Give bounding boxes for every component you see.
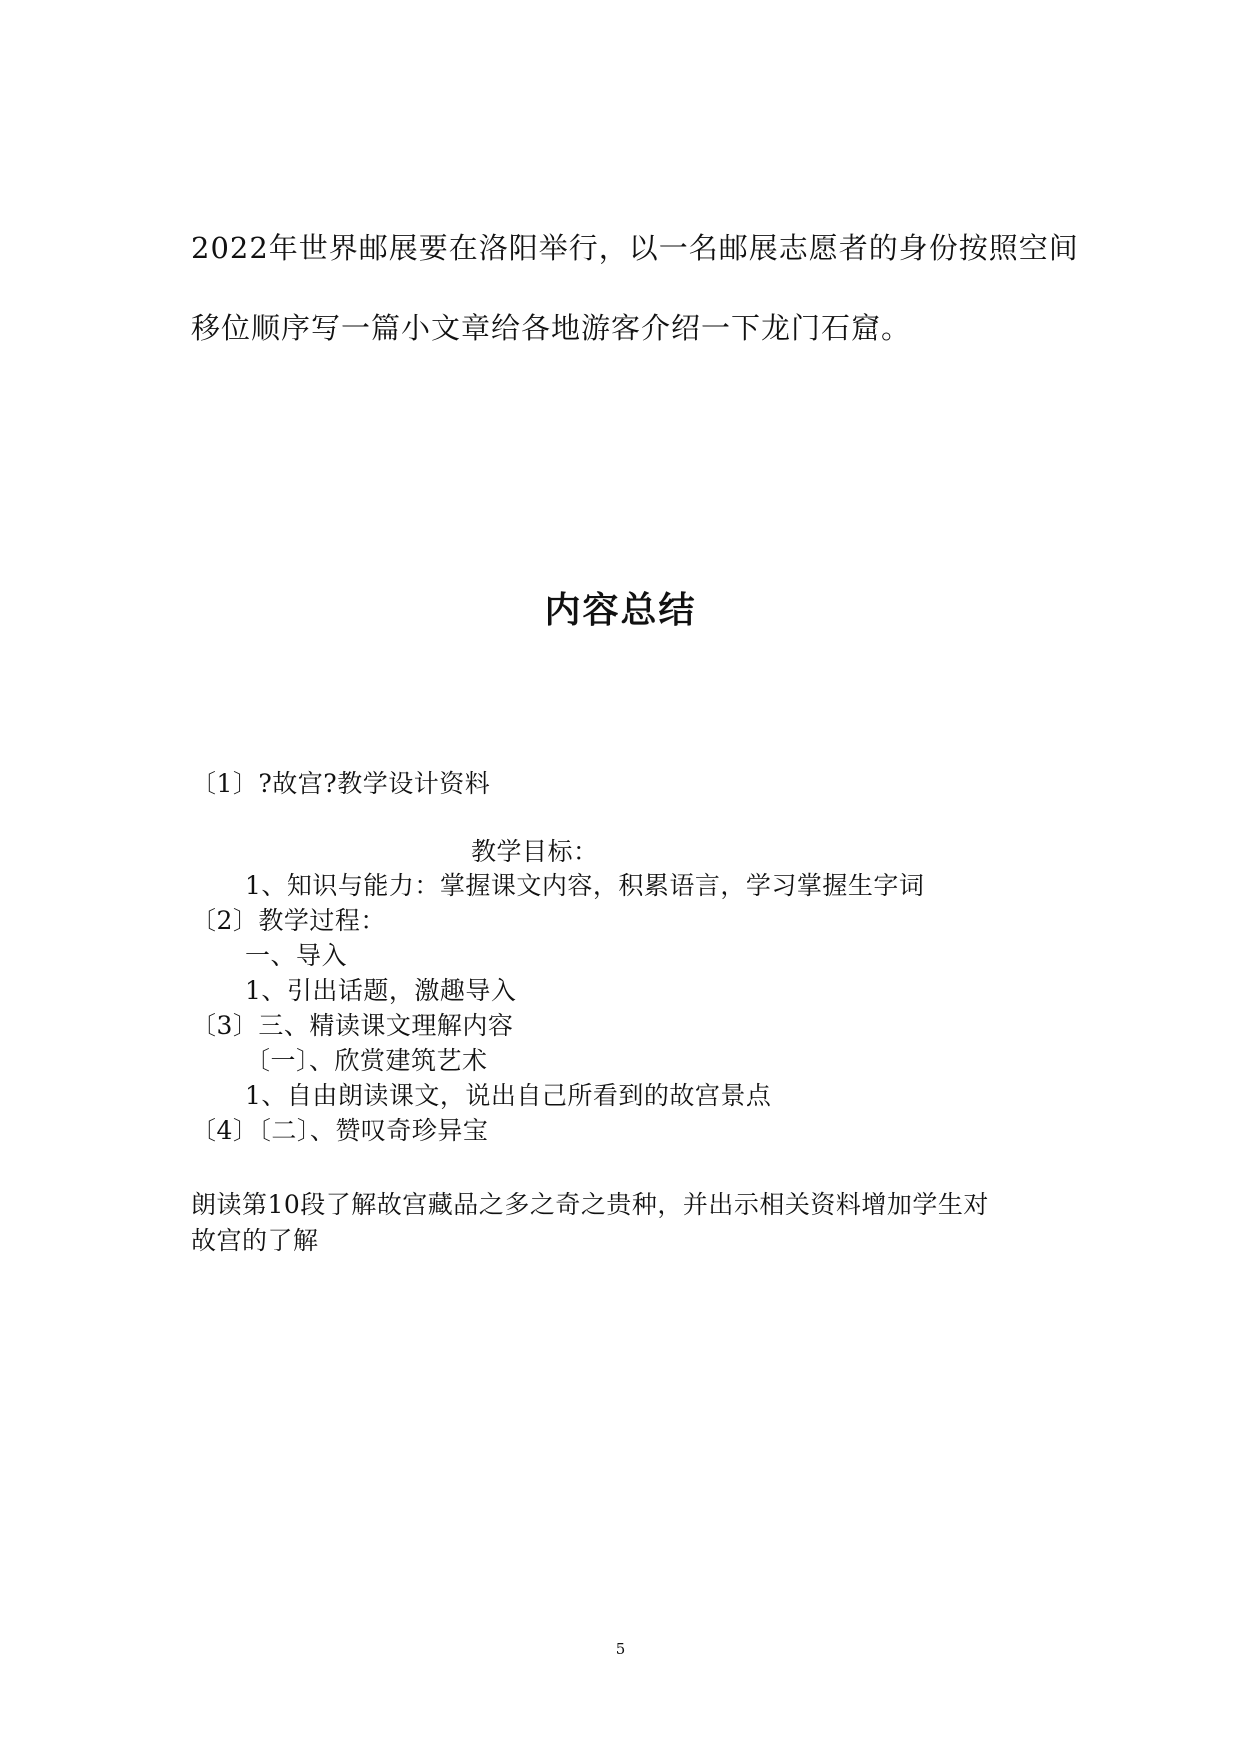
summary-item-2: 〔2〕教学过程：	[191, 906, 386, 935]
objective-1: 1、知识与能力：掌握课文内容，积累语言，学习掌握生字词	[245, 871, 925, 900]
paragraph-line-2: 故宫的了解	[191, 1226, 319, 1255]
summary-item-1: 〔1〕?故宫?教学设计资料	[191, 769, 491, 798]
objectives-heading: 教学目标：	[471, 837, 599, 866]
step-1: 一、导入	[245, 941, 348, 970]
step-1-1: 1、引出话题，激趣导入	[245, 976, 517, 1005]
section-title: 内容总结	[544, 590, 697, 631]
paragraph-line-1: 朗读第10段了解故宫藏品之多之奇之贵种，并出示相关资料增加学生对	[191, 1190, 989, 1219]
summary-item-3: 〔3〕三、精读课文理解内容	[191, 1011, 514, 1040]
sub-1-1: 1、自由朗读课文，说出自己所看到的故宫景点	[245, 1081, 772, 1110]
summary-item-4: 〔4〕〔二〕、赞叹奇珍异宝	[191, 1116, 489, 1145]
intro-line-2: 移位顺序写一篇小文章给各地游客介绍一下龙门石窟。	[191, 311, 912, 345]
page-number: 5	[615, 1640, 626, 1658]
sub-1: 〔一〕、欣赏建筑艺术	[245, 1046, 488, 1075]
intro-line-1: 2022年世界邮展要在洛阳举行，以一名邮展志愿者的身份按照空间	[191, 231, 1079, 265]
